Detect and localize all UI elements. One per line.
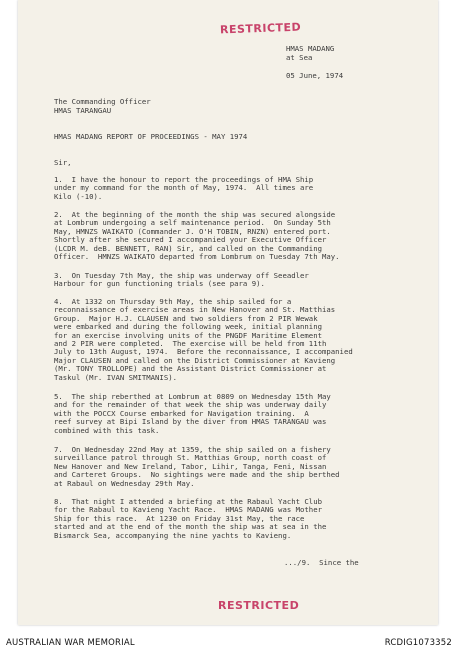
restricted-stamp-bottom: RESTRICTED — [218, 599, 300, 612]
salutation: Sir, — [54, 158, 72, 167]
letter-date: 05 June, 1974 — [286, 71, 344, 80]
paragraph-4: 4. At 1332 on Thursday 9th May, the ship sailed for a reconnaissance of exercise areas in New Hanover and St. Matthias Group. Major H.J. CLAUSEN and two soldiers from 2 PIR Wewak were embarked and during the following week, initial planning for an exercise involving units of the PNGDF Maritime Element and 2 PIR were completed. The exercise will be held from 11th July to 13th August, 1974. Before the reconnaissance, I accompanied Major CLAUSEN and called on the District Commissioner at Kavieng (Mr. TONY TROLLOPE) and the Assistant District Commissioner at Taskul (Mr. IVAN SMITMANIS). — [54, 297, 353, 382]
sender-location: at Sea — [286, 53, 313, 62]
paragraph-1: 1. I have the honour to report the proceedings of HMA Ship under my command for the month of May, 1974. All times are Kilo (-10). — [54, 175, 314, 201]
paragraph-7: 7. On Wednesday 22nd May at 1359, the ship sailed on a fishery surveillance patrol through St. Matthias Group, north coast of New Hanover and New Ireland, Tabor, Lihir, Tanga, Feni, Nissan and Carteret Groups. No sightings were made and the ship berthed at Rabaul on Wednesday 29th May. — [54, 445, 340, 488]
paragraph-8: 8. That night I attended a briefing at the Rabaul Yacht Club for the Rabaul to Kavieng Yacht Race. HMAS MADANG was Mother Ship for this race. At 1230 on Friday 31st May, the race started and at the end of the month the ship was at sea in the Bismarck Sea, accompanying the nine yachts to Kavieng. — [54, 497, 327, 540]
sender-ship: HMAS MADANG — [286, 44, 335, 53]
addressee-line-1: The Commanding Officer — [54, 97, 151, 106]
archive-id: RCDIG1073352 — [384, 638, 452, 648]
paragraph-5: 5. The ship reberthed at Lombrum at 0809 on Wednesday 15th May and for the remainder of that week the ship was underway daily with the POCCX Course embarked for Navigation training. A reef survey at Bipi Island by the diver from HMAS TARANGAU was combined with this task. — [54, 392, 331, 435]
continuation-note: .../9. Since the — [284, 558, 359, 567]
paragraph-2: 2. At the beginning of the month the ship was secured alongside at Lombrum undergoing a self maintenance period. On Sunday 5th May, HMNZS WAIKATO (Commander J. O'H TOBIN, RNZN) entered port. Shortly after she secured I accompanied your Executive Officer (LCDR M. deB. BENNETT, RAN) Sir, and called on the Commanding Officer. HMNZS WAIKATO departed from Lombrum on Tuesday 7th May. — [54, 210, 340, 262]
archive-credit: AUSTRALIAN WAR MEMORIAL — [6, 638, 135, 648]
document-page — [18, 0, 438, 625]
report-subject: HMAS MADANG REPORT OF PROCEEDINGS - MAY 1974 — [54, 132, 248, 141]
restricted-stamp-top: RESTRICTED — [219, 20, 302, 37]
paragraph-3: 3. On Tuesday 7th May, the ship was underway off Seeadler Harbour for gun functioning trials (see para 9). — [54, 271, 309, 289]
addressee-line-2: HMAS TARANGAU — [54, 106, 112, 115]
